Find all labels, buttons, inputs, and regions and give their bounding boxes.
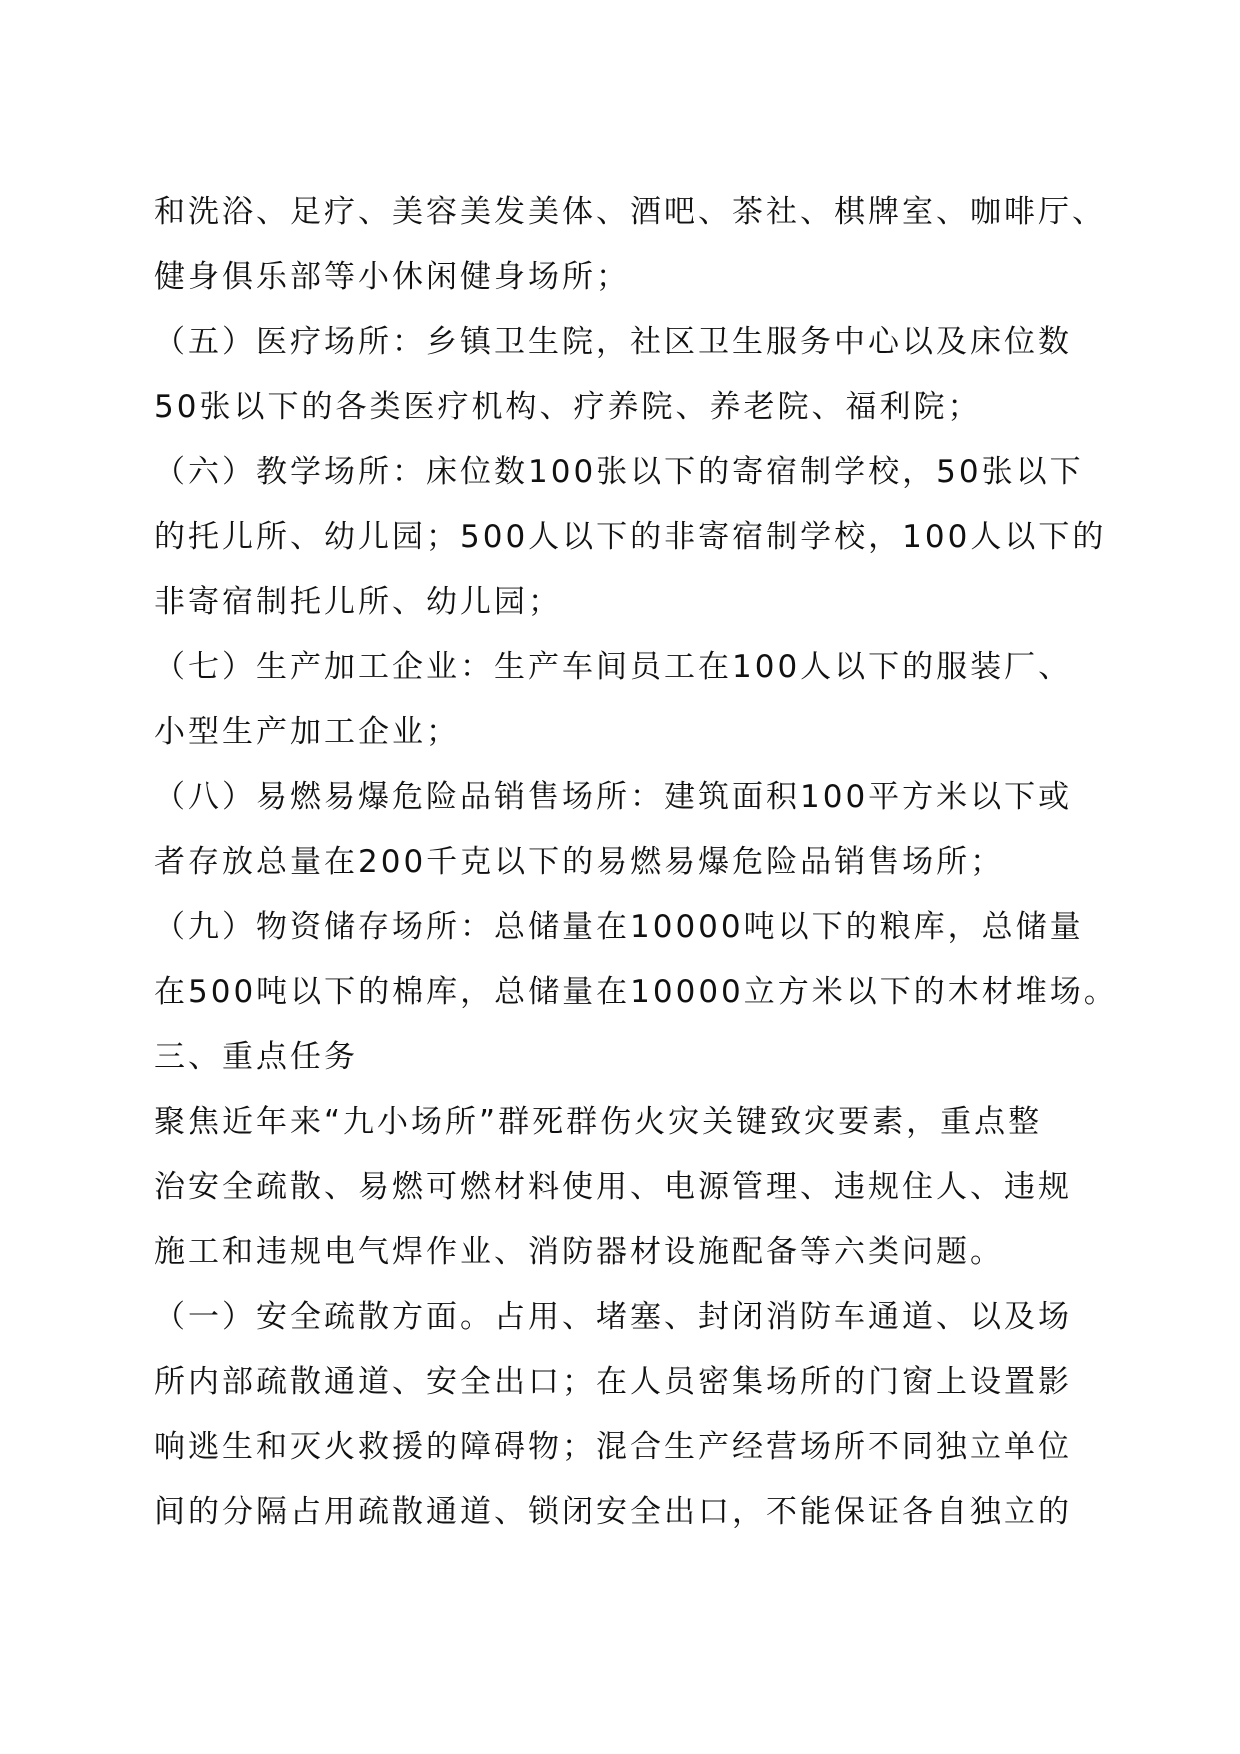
text-line: 健身俱乐部等小休闲健身场所； [154,259,630,295]
text-line: 聚焦近年来“九小场所”群死群伤火灾关键致灾要素，重点整 [154,1104,1043,1140]
text-line: 间的分隔占用疏散通道、锁闭安全出口，不能保证各自独立的 [154,1494,1072,1530]
text-line: （五）医疗场所：乡镇卫生院，社区卫生服务中心以及床位数 [154,324,1072,360]
text-line: 和洗浴、足疗、美容美发美体、酒吧、茶社、棋牌室、咖啡厅、 [154,194,1106,230]
text-line: 非寄宿制托儿所、幼儿园； [154,584,562,620]
text-line: （九）物资储存场所：总储量在10000吨以下的粮库，总储量 [154,909,1084,945]
text-line: 施工和违规电气焊作业、消防器材设施配备等六类问题。 [154,1234,1004,1270]
document-body [154,186,1118,1551]
text-line: （六）教学场所：床位数100张以下的寄宿制学校，50张以下 [154,454,1084,490]
text-line: 的托儿所、幼儿园；500人以下的非寄宿制学校，100人以下的 [154,519,1107,555]
text-line: 50张以下的各类医疗机构、疗养院、养老院、福利院； [154,389,982,425]
text-line: 在500吨以下的棉库，总储量在10000立方米以下的木材堆场。 [154,974,1118,1010]
text-line: 治安全疏散、易燃可燃材料使用、电源管理、违规住人、违规 [154,1169,1072,1205]
text-line: 所内部疏散通道、安全出口；在人员密集场所的门窗上设置影 [154,1364,1072,1400]
text-line: （七）生产加工企业：生产车间员工在100人以下的服装厂、 [154,649,1073,685]
text-line: （八）易燃易爆危险品销售场所：建筑面积100平方米以下或 [154,779,1073,815]
text-line: 响逃生和灭火救援的障碍物；混合生产经营场所不同独立单位 [154,1429,1072,1465]
section-heading: 三、重点任务 [154,1039,358,1075]
text-line: （一）安全疏散方面。占用、堵塞、封闭消防车通道、以及场 [154,1299,1072,1335]
text-line: 小型生产加工企业； [154,714,460,750]
text-line: 者存放总量在200千克以下的易燃易爆危险品销售场所； [154,844,1005,880]
